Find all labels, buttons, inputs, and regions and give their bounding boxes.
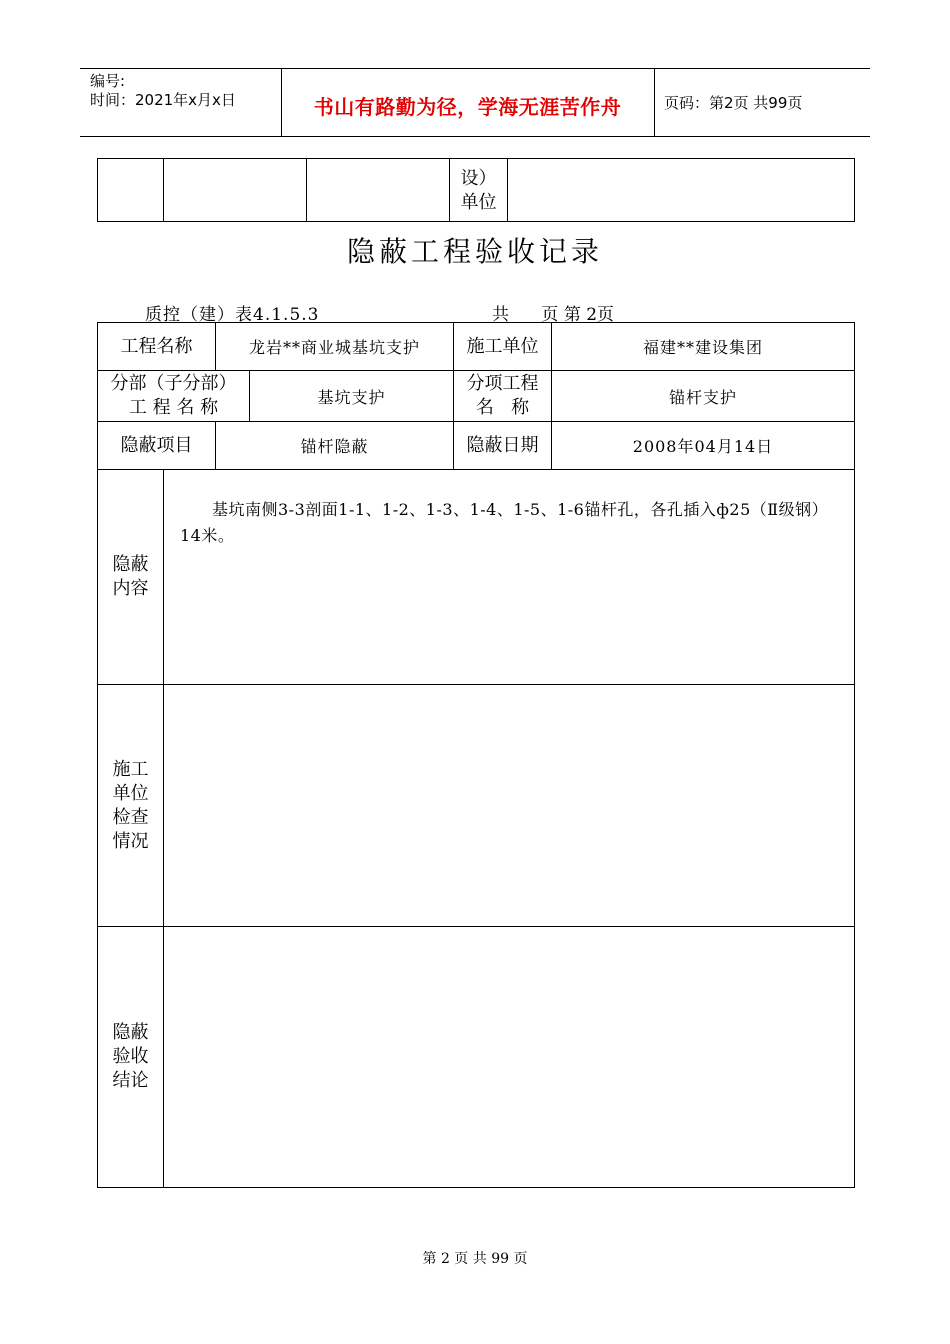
fragment-cell: [164, 159, 307, 222]
subitem-label-line2: 名 称: [475, 397, 530, 418]
conclusion-cell: [164, 927, 855, 1188]
fragment-cell: [98, 159, 164, 222]
content-label: 隐蔽 内容: [112, 554, 149, 599]
hidden-date-value: 2008年04月14日: [552, 422, 855, 470]
form-body: [97, 469, 855, 1188]
content-cell: [164, 470, 855, 685]
contractor-value: 福建**建设集团: [552, 323, 855, 371]
header-page-label: 页码：第2页 共99页: [664, 94, 803, 112]
document-number-label: 编号:: [90, 72, 126, 90]
inspection-label: 施工 单位 检查 情况: [112, 758, 149, 852]
inspection-label-cell: [98, 685, 164, 927]
project-name-value: 龙岩**商业城基坑支护: [216, 323, 454, 371]
header-divider-right: [654, 68, 655, 136]
form-code: 质控（建）表4.1.5.3: [145, 305, 320, 325]
subitem-value: 锚杆支护: [552, 371, 855, 422]
document-time-label: 时间：2021年x月x日: [90, 91, 236, 109]
division-label-line1: 分部（子分部）: [110, 373, 237, 394]
division-label-line2: 工 程 名 称: [128, 397, 219, 418]
content-label-cell: [98, 470, 164, 685]
page-footer: 第 2 页 共 99 页: [422, 1251, 528, 1267]
page-info: 共 页 第 2页: [492, 305, 615, 325]
header-bottom-rule: [80, 136, 870, 137]
inspection-cell: [164, 685, 855, 927]
header-motto: 书山有路勤为径，学海无涯苦作舟: [313, 95, 622, 119]
hidden-item-label: 隐蔽项目: [98, 422, 216, 470]
fragment-unit-line2: 单位: [460, 192, 497, 213]
content-text: 基坑南侧3-3剖面1-1、1-2、1-3、1-4、1-5、1-6锚杆孔，各孔插入ф25（Ⅱ级钢）14米。: [180, 500, 829, 545]
top-fragment-table: [97, 158, 855, 222]
header-top-rule: [80, 68, 870, 69]
conclusion-label: 隐蔽 验收 结论: [112, 1022, 149, 1091]
page-title: 隐蔽工程验收记录: [346, 235, 603, 268]
fragment-unit-line1: 设）: [460, 168, 497, 189]
division-value: 基坑支护: [250, 371, 454, 422]
form-row-project: [97, 322, 855, 371]
project-name-label: 工程名称: [98, 323, 216, 371]
hidden-item-value: 锚杆隐蔽: [216, 422, 454, 470]
contractor-label: 施工单位: [454, 323, 552, 371]
fragment-cell: [508, 159, 855, 222]
hidden-date-label: 隐蔽日期: [454, 422, 552, 470]
conclusion-label-cell: [98, 927, 164, 1188]
form-row-hidden-item: [97, 421, 855, 470]
subitem-label-line1: 分项工程: [466, 373, 539, 394]
subitem-label: [454, 371, 552, 422]
form-row-division: [97, 370, 855, 422]
fragment-unit-label: [450, 159, 508, 222]
fragment-cell: [307, 159, 450, 222]
division-label: [98, 371, 250, 422]
